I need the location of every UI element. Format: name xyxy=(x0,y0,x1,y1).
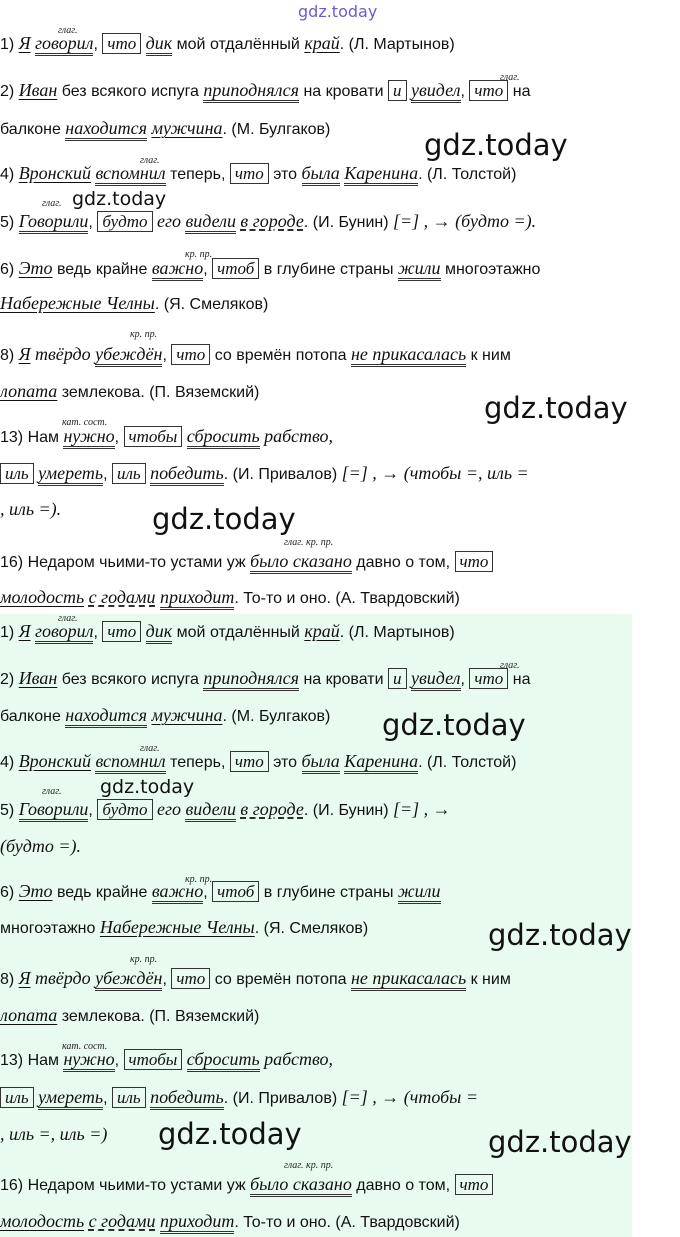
conjunction-box: чтобы xyxy=(124,1049,183,1070)
conjunction-box: что xyxy=(230,163,269,184)
predicate: увидел xyxy=(411,668,461,691)
subject: Набережные Челны xyxy=(0,293,155,313)
predicate: приходит xyxy=(160,587,234,610)
predicate: находится xyxy=(65,118,147,141)
text: рабство, xyxy=(264,426,334,446)
grammar-label: глаг. xyxy=(500,660,520,671)
sentence-number: 6) xyxy=(0,884,15,901)
subject: Вронский xyxy=(18,163,92,183)
subject: Это xyxy=(18,258,53,278)
sentence-13-cont: иль умереть, иль победить. (И. Привалов) [=] , → (чтобы =, иль = xyxy=(0,462,529,486)
subject: Я xyxy=(18,968,31,988)
sentence-8-repeat: 8) Я твёрдо убеждён, что со времён потопа не прикасалась к ним xyxy=(0,967,511,991)
grammar-label: кат. сост. xyxy=(62,417,108,428)
subject: лопата xyxy=(0,1005,58,1025)
grammar-label: глаг. xyxy=(58,25,78,36)
predicate: убеждён xyxy=(95,344,162,367)
watermark: gdz.today xyxy=(488,1125,632,1159)
predicate: приподнялся xyxy=(203,80,299,103)
conjunction-box: будто xyxy=(97,211,152,232)
predicate: умереть xyxy=(38,463,103,486)
adverbial: с годами xyxy=(88,587,156,607)
sentence-1-repeat: 1) Я говорил, что дик мой отдалённый край. (Л. Мартынов) xyxy=(0,620,455,644)
text: многоэтажно xyxy=(0,920,96,937)
sentence-2-cont xyxy=(0,117,330,141)
text: его xyxy=(156,211,181,231)
sentence-16-cont xyxy=(0,586,460,610)
sentence-16 xyxy=(0,550,493,574)
subject: Иван xyxy=(18,80,58,100)
sentence-2-repeat: 2) Иван без всякого испуга приподнялся на кровати и увидел, что на xyxy=(0,667,530,691)
predicate: вспомнил xyxy=(95,163,165,186)
text: со времён потопа xyxy=(214,971,347,988)
predicate: говорил xyxy=(35,621,93,644)
predicate: говорил xyxy=(35,33,93,56)
subject: Я xyxy=(18,621,31,641)
sentence-5-repeat-scheme xyxy=(0,835,81,859)
grammar-label: глаг. xyxy=(140,743,160,754)
sentence-13-repeat-scheme xyxy=(0,1123,107,1147)
adverbial: в городе xyxy=(240,211,304,231)
predicate: было сказано xyxy=(250,1174,352,1197)
predicate: была xyxy=(302,163,340,186)
subject: мужчина xyxy=(151,705,223,725)
text: . То-то и оно. (А. Твардовский) xyxy=(234,1214,460,1231)
scheme: [=] , → (будто =). xyxy=(393,211,537,231)
sentence-number: 6) xyxy=(0,261,15,278)
grammar-label: глаг. xyxy=(140,155,160,166)
text: на кровати xyxy=(303,671,384,688)
predicate: важно xyxy=(152,258,203,281)
conjunction-box: что xyxy=(102,621,141,642)
sentence-6-repeat-cont xyxy=(0,916,368,940)
subject: молодость xyxy=(0,587,85,607)
text: его xyxy=(156,799,181,819)
watermark: gdz.today xyxy=(100,776,195,798)
author: . (Л. Мартынов) xyxy=(339,624,455,641)
text: к ним xyxy=(470,971,511,988)
text: Нам xyxy=(27,429,60,446)
text: Недаром чьими-то устами уж xyxy=(27,1177,246,1194)
subject: молодость xyxy=(0,1211,85,1231)
watermark: gdz.today xyxy=(484,391,628,425)
sentence-2-repeat-cont xyxy=(0,704,330,728)
text: давно о том, xyxy=(356,554,451,571)
sentence-number: 1) xyxy=(0,624,15,641)
predicate: приходит xyxy=(160,1211,234,1234)
text: мой отдалённый xyxy=(176,36,300,53)
subject: Это xyxy=(18,881,53,901)
author: . (Л. Толстой) xyxy=(418,754,517,771)
sentence-8-repeat-cont xyxy=(0,1004,259,1028)
scheme: , иль =, иль =) xyxy=(0,1124,108,1144)
conjunction-box: что xyxy=(455,1174,494,1195)
scheme: [=] , → (чтобы = xyxy=(341,1087,478,1107)
sentence-5-repeat: 5) Говорили, будто его видели в городе. (И. Бунин) [=] , → xyxy=(0,798,451,822)
text: без всякого испуга xyxy=(61,83,199,100)
text: Недаром чьими-то устами уж xyxy=(27,554,246,571)
predicate: Каренина xyxy=(344,751,418,774)
predicate: было сказано xyxy=(250,551,352,574)
sentence-16-repeat xyxy=(0,1173,493,1197)
author: . (И. Привалов) xyxy=(223,1090,338,1107)
watermark: gdz.today xyxy=(72,188,167,210)
author: . (Я. Смеляков) xyxy=(154,296,269,313)
conjunction-box: и xyxy=(388,668,407,689)
text: землекова. (П. Вяземский) xyxy=(61,1008,260,1025)
watermark: gdz.today xyxy=(382,708,526,742)
sentence-13-repeat: 13) Нам нужно, чтобы сбросить рабство, xyxy=(0,1048,333,1072)
sentence-2: 2) Иван без всякого испуга приподнялся на кровати и увидел, что на xyxy=(0,79,530,103)
conjunction-box: иль xyxy=(0,1087,34,1108)
sentence-number: 8) xyxy=(0,971,15,988)
sentence-13-repeat-cont: иль умереть, иль победить. (И. Привалов) [=] , → (чтобы = xyxy=(0,1086,478,1110)
watermark: gdz.today xyxy=(158,1117,302,1151)
predicate: убеждён xyxy=(95,968,162,991)
text: к ним xyxy=(470,347,511,364)
text: рабство, xyxy=(264,1049,334,1069)
subject: Иван xyxy=(18,668,58,688)
predicate: была xyxy=(302,751,340,774)
sentence-4-repeat xyxy=(0,750,516,774)
author: . (М. Булгаков) xyxy=(222,121,331,138)
sentence-8-cont xyxy=(0,380,259,404)
conjunction-box: что xyxy=(469,668,508,689)
conjunction-box: и xyxy=(388,80,407,101)
sentence-8: 8) Я твёрдо убеждён, что со времён потопа не прикасалась к ним xyxy=(0,343,511,367)
scheme: (будто =). xyxy=(0,836,81,856)
grammar-label: кр. пр. xyxy=(130,954,158,965)
text: ведь крайне xyxy=(56,261,148,278)
author: . (Л. Мартынов) xyxy=(339,36,455,53)
sentence-number: 2) xyxy=(0,671,15,688)
grammar-label: кр. пр. xyxy=(185,249,213,260)
text: твёрдо xyxy=(34,968,91,988)
sentence-6: 6) Это ведь крайне важно, чтоб в глубине страны жили многоэтажно xyxy=(0,257,540,281)
sentence-number: 16) xyxy=(0,1177,24,1194)
text: Нам xyxy=(27,1052,60,1069)
conjunction-box: чтоб xyxy=(212,881,259,902)
text: теперь, xyxy=(170,166,226,183)
predicate: победить xyxy=(150,463,224,486)
predicate: важно xyxy=(152,881,203,904)
author: . (И. Привалов) xyxy=(223,466,338,483)
grammar-label: глаг. xyxy=(500,72,520,83)
conjunction-box: будто xyxy=(97,799,152,820)
grammar-label: глаг. кр. пр. xyxy=(284,1160,334,1171)
predicate: дик xyxy=(146,621,173,644)
conjunction-box: что xyxy=(171,344,210,365)
text: в глубине страны xyxy=(263,884,394,901)
predicate: Каренина xyxy=(344,163,418,186)
text: со времён потопа xyxy=(214,347,347,364)
conjunction-box: что xyxy=(455,551,494,572)
predicate: жили xyxy=(398,881,441,904)
watermark: gdz.today xyxy=(488,918,632,952)
conjunction-box: иль xyxy=(112,463,146,484)
author: . (Я. Смеляков) xyxy=(254,920,369,937)
text: в глубине страны xyxy=(263,261,394,278)
author: . (И. Бунин) xyxy=(303,802,389,819)
grammar-label: кат. сост. xyxy=(62,1041,108,1052)
sentence-5: 5) Говорили, будто его видели в городе. (И. Бунин) [=] , → (будто =). xyxy=(0,210,536,234)
subject: Я xyxy=(18,344,31,364)
predicate: Говорили xyxy=(19,799,89,822)
sentence-13: 13) Нам нужно, чтобы сбросить рабство, xyxy=(0,425,333,449)
text: многоэтажно xyxy=(444,261,541,278)
text: теперь, xyxy=(170,754,226,771)
conjunction-box: что xyxy=(230,751,269,772)
conjunction-box: иль xyxy=(112,1087,146,1108)
author: . (И. Бунин) xyxy=(303,214,389,231)
adverbial: в городе xyxy=(240,799,304,819)
conjunction-box: чтобы xyxy=(124,426,183,447)
grammar-label: кр. пр. xyxy=(185,874,213,885)
sentence-number: 5) xyxy=(0,214,15,231)
conjunction-box: чтоб xyxy=(212,258,259,279)
sentence-6-cont xyxy=(0,292,268,316)
grammar-label: глаг. xyxy=(58,613,78,624)
watermark: gdz.today xyxy=(152,502,296,536)
grammar-label: глаг. xyxy=(42,786,62,797)
predicate: умереть xyxy=(38,1087,103,1110)
predicate: жили xyxy=(398,258,441,281)
subject: Я xyxy=(18,33,31,53)
text: мой отдалённый xyxy=(176,624,300,641)
predicate: вспомнил xyxy=(95,751,165,774)
subject: Вронский xyxy=(18,751,92,771)
conjunction-box: что xyxy=(171,968,210,989)
scheme: [=] , → (чтобы =, иль = xyxy=(341,463,529,483)
author: . (Л. Толстой) xyxy=(418,166,517,183)
text: . То-то и оно. (А. Твардовский) xyxy=(234,590,460,607)
conjunction-box: что xyxy=(102,33,141,54)
predicate: сбросить xyxy=(187,426,260,449)
sentence-number: 4) xyxy=(0,166,15,183)
grammar-label: глаг. кр. пр. xyxy=(284,537,334,548)
predicate: приподнялся xyxy=(203,668,299,691)
top-watermark: gdz.today xyxy=(298,2,378,21)
text: на xyxy=(512,671,531,688)
subject: мужчина xyxy=(151,118,223,138)
subject: край xyxy=(304,621,340,641)
adverbial: с годами xyxy=(88,1211,156,1231)
text: твёрдо xyxy=(34,344,91,364)
predicate: сбросить xyxy=(187,1049,260,1072)
predicate: нужно xyxy=(63,426,114,449)
text: балконе xyxy=(0,708,61,725)
text: ведь крайне xyxy=(56,884,148,901)
text: землекова. (П. Вяземский) xyxy=(61,384,260,401)
text: давно о том, xyxy=(356,1177,451,1194)
scheme: , иль =). xyxy=(0,499,62,519)
predicate: победить xyxy=(150,1087,224,1110)
predicate: видели xyxy=(185,799,236,822)
grammar-label: кр. пр. xyxy=(130,329,158,340)
text: это xyxy=(273,754,298,771)
predicate: видели xyxy=(185,211,236,234)
predicate: находится xyxy=(65,705,147,728)
subject: Набережные Челны xyxy=(99,917,255,937)
text: на xyxy=(512,83,531,100)
text: балконе xyxy=(0,121,61,138)
conjunction-box: иль xyxy=(0,463,34,484)
author: . (М. Булгаков) xyxy=(222,708,331,725)
text: это xyxy=(273,166,298,183)
subject: край xyxy=(304,33,340,53)
sentence-4 xyxy=(0,162,516,186)
sentence-number: 16) xyxy=(0,554,24,571)
predicate: дик xyxy=(146,33,173,56)
sentence-13-scheme xyxy=(0,498,61,522)
sentence-1: 1) Я говорил, что дик мой отдалённый край. (Л. Мартынов) xyxy=(0,32,455,56)
predicate: нужно xyxy=(63,1049,114,1072)
subject: лопата xyxy=(0,381,58,401)
watermark: gdz.today xyxy=(424,128,568,162)
sentence-number: 2) xyxy=(0,83,15,100)
sentence-number: 1) xyxy=(0,36,15,53)
text: на кровати xyxy=(303,83,384,100)
sentence-number: 4) xyxy=(0,754,15,771)
grammar-label: глаг. xyxy=(42,198,62,209)
conjunction-box: что xyxy=(469,80,508,101)
sentence-number: 5) xyxy=(0,802,15,819)
sentence-16-repeat-cont xyxy=(0,1210,460,1234)
predicate: увидел xyxy=(411,80,461,103)
scheme: [=] , → xyxy=(393,799,451,819)
sentence-number: 8) xyxy=(0,347,15,364)
predicate: не прикасалась xyxy=(351,968,466,991)
text: без всякого испуга xyxy=(61,671,199,688)
sentence-6-repeat: 6) Это ведь крайне важно, чтоб в глубине страны жили xyxy=(0,880,441,904)
predicate: не прикасалась xyxy=(351,344,466,367)
sentence-number: 13) xyxy=(0,1052,24,1069)
predicate: Говорили xyxy=(19,211,89,234)
sentence-number: 13) xyxy=(0,429,24,446)
